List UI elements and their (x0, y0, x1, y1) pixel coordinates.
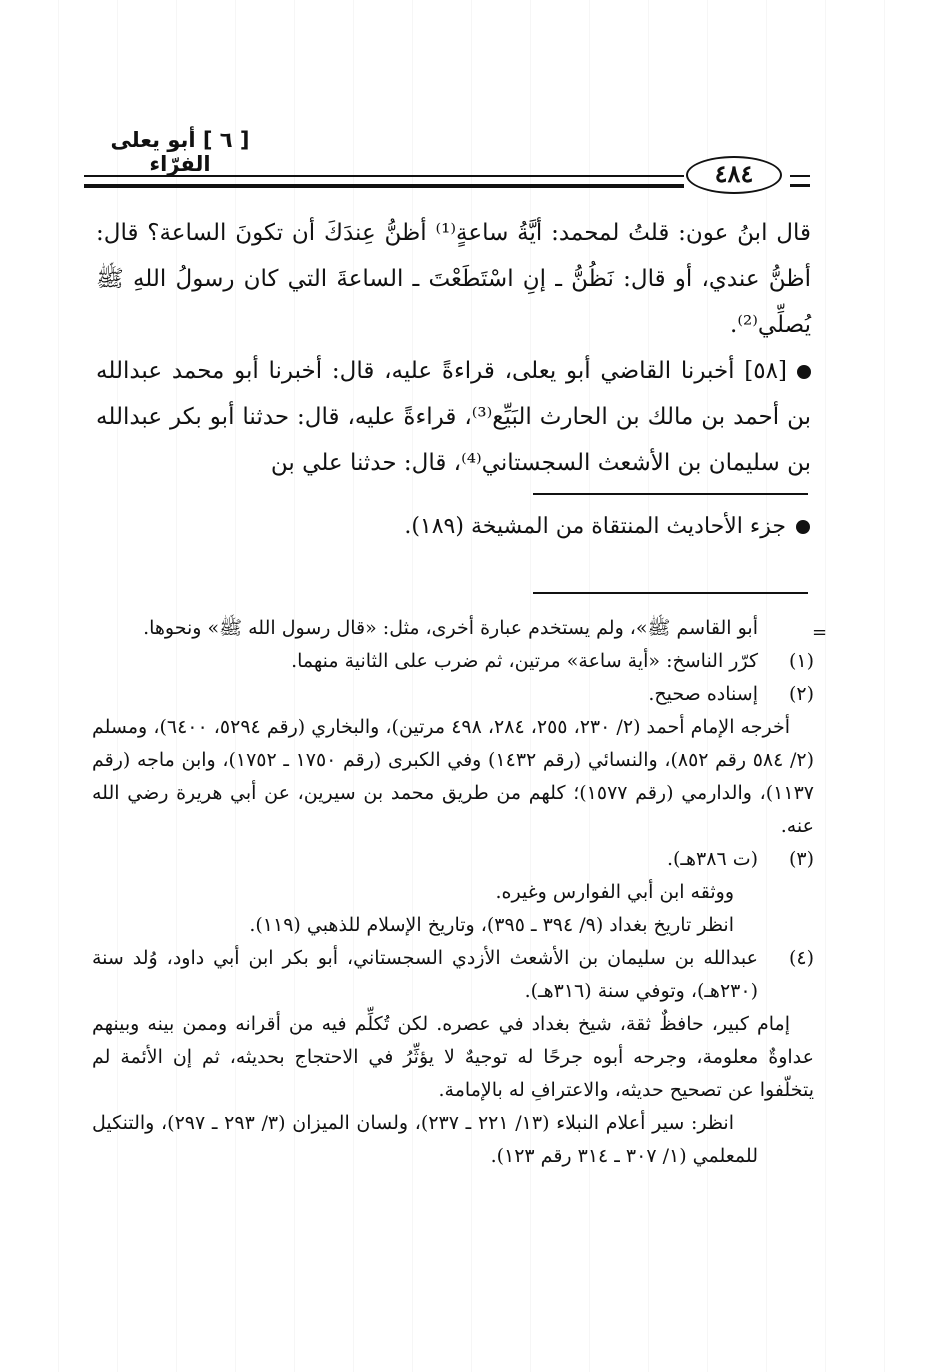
footnote-4-reference: انظر: سير أعلام النبلاء (١٣/ ٢٢١ ـ ٢٣٧)، ولسان الميزان (٣/ ٢٩٣ ـ ٢٩٧)، والتنكيل للمعلمي (١/ ٣٠٧ ـ ٣١٤ رقم ١٢٣). (92, 1112, 758, 1167)
continuation-mark: = (812, 622, 828, 643)
footnote-4-detail: إمام كبير، حافظٌ ثقة، شيخ بغداد في عصره. لكن تُكلِّم فيه من أقرانه وممن بينه وبينهم عداوةٌ معلومة، وجرحه أبوه جرحًا له توجيهٌ لا يؤثِّرُ في الاحتجاج بحديثه، ثم إن الأئمة لم يتخلّفوا عن تصحيح حديثه، والاعترافِ له بالإمامة. (92, 1013, 814, 1101)
footnote-separator (533, 592, 808, 594)
section-rule (533, 493, 808, 495)
paragraph-1: قال ابنُ عون: قلتُ لمحمد: أيَّةُ ساعةٍ⁽¹⁾ أظنُّ عِندَكَ أن تكونَ الساعة؟ قال: أظنُّ عندي، أو قال: نَظُنُّ ـ إنِ اسْتَطَعْتَ ـ الساعةَ التي كان رسولُ اللهِ ﷺ يُصلِّي⁽²⁾. (96, 220, 811, 338)
footnotes (92, 612, 814, 1173)
footnote-2 (92, 678, 814, 711)
page-number-rule (790, 175, 810, 187)
footnote-4 (92, 942, 814, 1008)
footnote-number: (١) (788, 650, 814, 672)
footnote-1 (92, 645, 814, 678)
paragraph-2-text: [٥٨] أخبرنا القاضي أبو يعلى، قراءةً عليه، قال: أخبرنا أبو محمد عبدالله بن أحمد بن مالك بن الحارث البَيِّع⁽³⁾، قراءةً عليه، قال: حدثنا أبو بكر عبدالله بن سليمان بن الأشعث السجستاني⁽⁴⁾، قال: حدثنا علي بن (96, 358, 811, 476)
footnote-continuation: أبو القاسم ﷺ»، ولم يستخدم عبارة أخرى، مثل: «قال رسول الله ﷺ» ونحوها. (143, 617, 758, 639)
summary-text: جزء الأحاديث المنتقاة من المشيخة (١٨٩). (404, 514, 786, 539)
footnote-number: (٢) (788, 683, 814, 705)
footnote-text: إسناده صحيح. (648, 683, 758, 705)
summary-note (210, 510, 810, 544)
footnote-3-reference: انظر تاريخ بغداد (٩/ ٣٩٤ ـ ٣٩٥)، وتاريخ الإسلام للذهبي (١١٩). (249, 914, 734, 936)
footnote-3-detail: ووثقه ابن أبي الفوارس وغيره. (495, 881, 734, 903)
footnote-text: (ت ٣٨٦هـ). (666, 848, 758, 870)
footnote-number: (٤) (788, 947, 814, 969)
footnote-3 (92, 843, 814, 876)
page-number: ٤٨٤ (686, 156, 782, 194)
paragraph-2 (96, 348, 811, 486)
running-header-title: [ ٦ ] أبو يعلى الفرّاء (110, 128, 250, 176)
bullet-icon (797, 365, 811, 379)
footnote-text: عبدالله بن سليمان بن الأشعث الأزدي السجستاني، أبو بكر ابن أبي داود، وُلد سنة (٢٣٠هـ)، وتوفي سنة (٣١٦هـ). (92, 947, 758, 1002)
bullet-icon (796, 520, 810, 534)
main-text (96, 210, 811, 486)
header-rule (84, 175, 684, 188)
footnote-text: كرّر الناسخ: «أية ساعة» مرتين، ثم ضرب على الثانية منهما. (291, 650, 758, 672)
footnote-number: (٣) (788, 848, 814, 870)
footnote-2-detail: أخرجه الإمام أحمد (٢/ ٢٣٠، ٢٥٥، ٢٨٤، ٤٩٨ مرتين)، والبخاري (رقم ٥٢٩٤، ٦٤٠٠)، ومسلم (٢/ ٥٨٤ رقم ٨٥٢)، والنسائي (رقم ١٤٣٢) وفي الكبرى (رقم ١٧٥٠ ـ ١٧٥٢)، وابن ماجه (رقم ١١٣٧)، والدارمي (رقم ١٥٧٧)؛ كلهم من طريق محمد بن سيرين، عن أبي هريرة رضي الله عنه. (92, 716, 814, 837)
